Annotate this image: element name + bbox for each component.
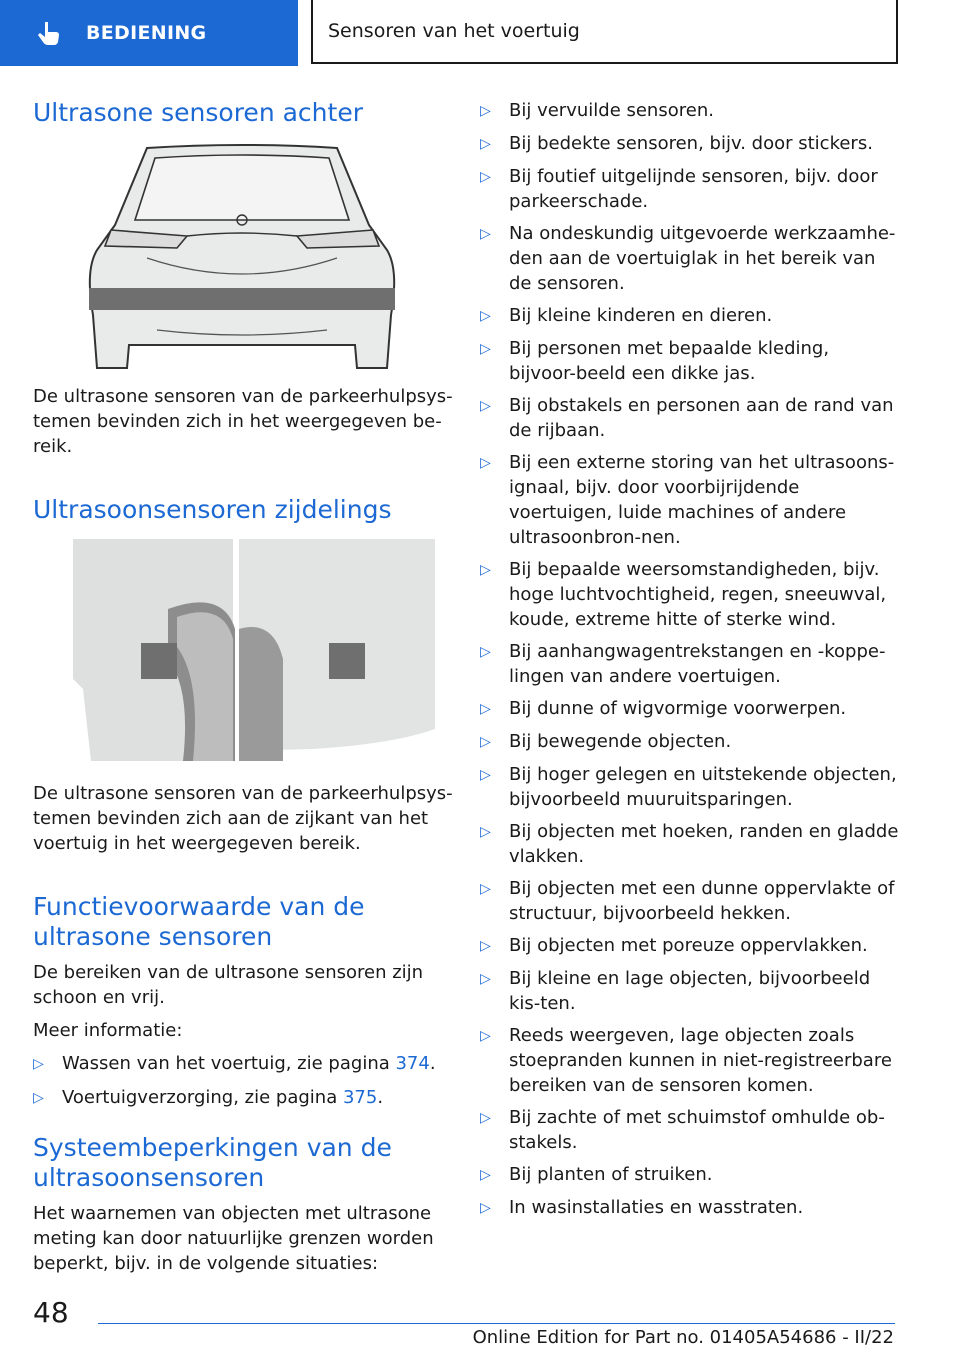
list-item	[480, 1162, 900, 1188]
rear-description: De ultrasone sensoren van de parkeerhulpsys-temen bevinden zich in het weergegeven be-reik.	[33, 386, 453, 457]
page-link-374[interactable]: 374	[395, 1053, 430, 1074]
list-item	[480, 98, 900, 124]
list-item	[480, 1195, 900, 1221]
condition-text: De bereiken van de ultrasone sensoren zijn schoon en vrij.	[33, 962, 424, 1008]
chapter-header	[311, 0, 898, 64]
list-item-text: Bij objecten met poreuze oppervlakken.	[509, 935, 868, 956]
list-item	[480, 393, 900, 443]
side-car-figure	[73, 539, 435, 761]
list-item-text: Bij vervuilde sensoren.	[509, 100, 714, 121]
list-item-text: Bij obstakels en personen aan de rand van de rijbaan.	[509, 395, 894, 441]
list-item	[480, 557, 900, 632]
heading-side-sensors: Ultrasoonsensoren zijdelings	[33, 495, 392, 524]
reference-text: Voertuigverzorging, zie pagina	[62, 1087, 343, 1108]
reference-item: ▷ Wassen van het voertuig, zie pagina 374.	[33, 1051, 455, 1077]
triangle-bullet-icon: ▷	[480, 971, 491, 987]
list-item	[480, 450, 900, 550]
left-column	[33, 98, 455, 1276]
list-item-text: Bij aanhangwagentrekstangen en -koppe-lingen van andere voertuigen.	[509, 641, 886, 687]
heading-function-condition: Functievoorwaarde van de ultrasone sensoren	[33, 892, 365, 951]
list-item	[480, 131, 900, 157]
heading-system-limits: Systeembeperkingen van de ultrasoonsensoren	[33, 1133, 392, 1192]
triangle-bullet-icon: ▷	[480, 103, 491, 119]
limits-intro: Het waarnemen van objecten met ultrasone meting kan door natuurlijke grenzen worden beperkt, bijv. in de volgende situaties:	[33, 1203, 434, 1274]
triangle-bullet-icon: ▷	[480, 308, 491, 324]
triangle-bullet-icon: ▷	[480, 701, 491, 717]
list-item	[480, 729, 900, 755]
limitations-list	[480, 98, 900, 1221]
list-item	[480, 696, 900, 722]
triangle-bullet-icon: ▷	[480, 1028, 491, 1044]
footer-divider	[98, 1323, 895, 1324]
more-info-label: Meer informatie:	[33, 1020, 183, 1041]
right-column	[480, 98, 900, 1221]
triangle-bullet-icon: ▷	[33, 1056, 44, 1072]
triangle-bullet-icon: ▷	[480, 644, 491, 660]
triangle-bullet-icon: ▷	[480, 938, 491, 954]
list-item-text: Bij planten of struiken.	[509, 1164, 713, 1185]
list-item-text: Bij bewegende objecten.	[509, 731, 732, 752]
triangle-bullet-icon: ▷	[480, 734, 491, 750]
triangle-bullet-icon: ▷	[480, 1110, 491, 1126]
list-item	[480, 876, 900, 926]
list-item-text: Na ondeskundig uitgevoerde werkzaamhe-den aan de voertuiglak in het bereik van de sensoren.	[509, 223, 896, 294]
reference-text: Wassen van het voertuig, zie pagina	[62, 1053, 396, 1074]
hand-pointer-icon	[34, 18, 64, 48]
list-item-text: Bij foutief uitgelijnde sensoren, bijv. door parkeerschade.	[509, 166, 878, 212]
edition-footer: Online Edition for Part no. 01405A54686 - II/22	[472, 1327, 894, 1348]
list-item	[480, 933, 900, 959]
triangle-bullet-icon: ▷	[480, 562, 491, 578]
triangle-bullet-icon: ▷	[480, 824, 491, 840]
list-item-text: Bij een externe storing van het ultrasoons-ignaal, bijv. door voorbijrijdende voertuigen, luide machines of andere ultrasoonbron-nen.	[509, 452, 895, 548]
triangle-bullet-icon: ▷	[480, 136, 491, 152]
triangle-bullet-icon: ▷	[33, 1090, 44, 1106]
triangle-bullet-icon: ▷	[480, 767, 491, 783]
page-link-375[interactable]: 375	[342, 1087, 378, 1108]
list-item-text: Bij bedekte sensoren, bijv. door stickers.	[509, 133, 873, 154]
list-item	[480, 639, 900, 689]
triangle-bullet-icon: ▷	[480, 881, 491, 897]
list-item-text: Bij zachte of met schuimstof omhulde ob-stakels.	[509, 1107, 885, 1153]
triangle-bullet-icon: ▷	[480, 1167, 491, 1183]
rear-car-figure	[87, 140, 397, 372]
list-item	[480, 966, 900, 1016]
triangle-bullet-icon: ▷	[480, 226, 491, 242]
list-item-text: In wasinstallaties en wasstraten.	[509, 1197, 804, 1218]
triangle-bullet-icon: ▷	[480, 398, 491, 414]
list-item	[480, 1023, 900, 1098]
list-item	[480, 336, 900, 386]
list-item-text: Bij personen met bepaalde kleding, bijvoor-beeld een dikke jas.	[509, 338, 830, 384]
side-description: De ultrasone sensoren van de parkeerhulpsys-temen bevinden zich aan de zijkant van het voertuig in het weergegeven bereik.	[33, 783, 453, 854]
list-item-text: Bij objecten met hoeken, randen en gladde vlakken.	[509, 821, 899, 867]
page-number: 48	[33, 1296, 69, 1329]
list-item-text: Bij objecten met een dunne oppervlakte of structuur, bijvoorbeeld hekken.	[509, 878, 895, 924]
list-item-text: Reeds weergeven, lage objecten zoals stoepranden kunnen in niet-registreerbare bereiken van de sensoren komen.	[509, 1025, 892, 1096]
list-item	[480, 1105, 900, 1155]
heading-rear-sensors: Ultrasone sensoren achter	[33, 98, 363, 127]
list-item	[480, 819, 900, 869]
triangle-bullet-icon: ▷	[480, 341, 491, 357]
triangle-bullet-icon: ▷	[480, 455, 491, 471]
section-tab[interactable]	[0, 0, 298, 66]
list-item	[480, 762, 900, 812]
list-item-text: Bij hoger gelegen en uitstekende objecten, bijvoorbeeld muuruitsparingen.	[509, 764, 897, 810]
list-item-text: Bij kleine kinderen en dieren.	[509, 305, 773, 326]
triangle-bullet-icon: ▷	[480, 169, 491, 185]
list-item-text: Bij kleine en lage objecten, bijvoorbeeld kis-ten.	[509, 968, 871, 1014]
triangle-bullet-icon: ▷	[480, 1200, 491, 1216]
list-item	[480, 303, 900, 329]
list-item	[480, 221, 900, 296]
list-item-text: Bij bepaalde weersomstandigheden, bijv. hoge luchtvochtigheid, regen, sneeuwval, koude, extreme hitte of sterke wind.	[509, 559, 887, 630]
list-item-text: Bij dunne of wigvormige voorwerpen.	[509, 698, 847, 719]
section-title: BEDIENING	[86, 22, 207, 44]
reference-item: ▷ Voertuigverzorging, zie pagina 375.	[33, 1085, 455, 1111]
list-item	[480, 164, 900, 214]
chapter-title: Sensoren van het voertuig	[328, 20, 580, 42]
